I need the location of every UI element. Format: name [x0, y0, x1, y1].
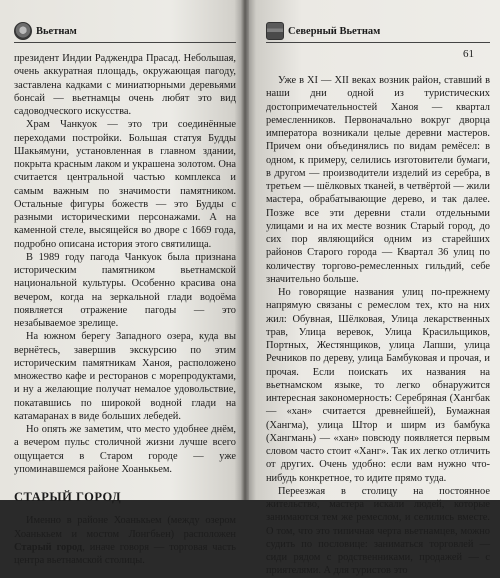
paragraph: Но опять же заметим, что место удобнее днём, а вечером пульс столичной жизни лучше всего ощущается в Старом городе — уже упоминавшемся районе Хоанькьем. — [14, 424, 236, 475]
left-running-head-text: Вьетнам — [36, 25, 77, 37]
intro-text: Именно в районе Хоанькьем (между озером Хоанькьем и мостом Лонгбьен) расположен — [14, 515, 236, 540]
medallion-icon — [14, 22, 32, 40]
right-page — [246, 0, 500, 577]
section-intro-paragraph — [14, 514, 236, 567]
paragraph: Переезжая в столицу на постоянное жительство, мастера искали людей, которые занимаются тем же ремеслом, и селились вместе. О том, что это типичная черта вьетнамцев, можно судить по пословице: заниматься торговлей — сиди рядом с родственниками, продажей — с приятелями. А для туристов это — [266, 485, 490, 577]
right-body-text — [266, 74, 490, 578]
right-header-rule — [266, 42, 490, 43]
paragraph: В 1989 году пагода Чанкуок была признана историческим памятником вьетнамской национальной культуры. Особенно красива она вечером, когда на зеркальной глади водоёма появляется отражение пагоды — это незабываемое зрелище. — [14, 251, 236, 329]
intro-text-end: , иначе говоря — торговая часть центра вьетнамской столицы. — [14, 541, 237, 566]
paragraph: Уже в XI — XII веках возник район, ставший в наши дни одной из туристических достопримечательностей Ханоя — квартал ремесленников. Первоначально вокруг дворца императора возникали целые деревни мастеров. Причем они объединялись по видам ремёсел: в одном, к примеру, селились изготовители бумаги, в другом — производители изделий из серебра, в третьем — шёлковых тканей, в четвёртой — жили мастера, обрабатывающие дерево, и так далее. Позже все эти деревни стали отдельными улицами и на их месте возник Старый город, до сих пор являющийся одним из старейших районов Старого города — Квартал 36 улиц по количеству торгово-ремесленных гильдий, себе значительно больше. — [266, 75, 490, 285]
paragraph: президент Индии Раджендра Прасад. Небольшая, очень аккуратная площадь, окружающая пагоду, заставлена кадками с миниатюрными деревьями бонсай — вьетнамцы очень любят это вид садоводческого искусства. — [14, 53, 236, 117]
pagoda-icon — [266, 22, 284, 40]
left-page — [0, 0, 244, 566]
paragraph: Но говорящие названия улиц по-прежнему напрямую связаны с ремеслом тех, кто на них жил: Обувная, Шёлковая, Улица лекарственных трав, Улица веревок, Улица Красильщиков, Портных, Жестянщиков, улица Лапши, улица Речников по дереву, улица Бамбуковая и прочая, и прочая. Если поискать их названия на вьетнамском языке, то легко обнаружится интересная закономерность: Серебряная (Хангбак — «хан» считается древнейшей), Бумажная (Хангма), улица Штор и ширм из бамбука (Хангмань) — «хан» повсюду появляется первым словом часто стоит «Ханг». Так их легко отличить от других. Очень удобно: если вам нужно что-нибудь конкретное, то идите прямо туда. — [266, 287, 490, 484]
paragraph: На южном берегу Западного озера, куда вы вернётесь, завершив экскурсию по этим историческим памятникам Ханоя, расположено множество кафе и ресторанов с морепродуктами, и ну а желающие получат немалое удовольствие, покатавшись по широкой водной глади на катамаранах в виде больших лебедей. — [14, 331, 236, 422]
paragraph: Храм Чанкуок — это три соединённые переходами постройки. Большая статуя Будды Шакьямуни, установленная в главном здании, покрыта красным лаком и украшена золотом. Она считается центральной частью комплекса и самым важным по значимости памятником. Остальные фигуры божеств — это Будды с разными историческими персонажами. А на каменной стеле, высящейся во дворе с 1669 года, подробно описана история этого святилища. — [14, 119, 236, 250]
right-running-head-text: Северный Вьетнам — [288, 25, 381, 37]
left-running-head — [14, 22, 77, 40]
left-header-rule — [14, 42, 236, 43]
left-body-text — [14, 52, 236, 567]
section-heading: СТАРЫЙ ГОРОД — [14, 490, 122, 504]
book-gutter — [241, 0, 249, 500]
intro-bold-term: Старый город — [14, 541, 83, 553]
right-running-head — [266, 22, 380, 40]
page-number: 61 — [463, 48, 474, 60]
